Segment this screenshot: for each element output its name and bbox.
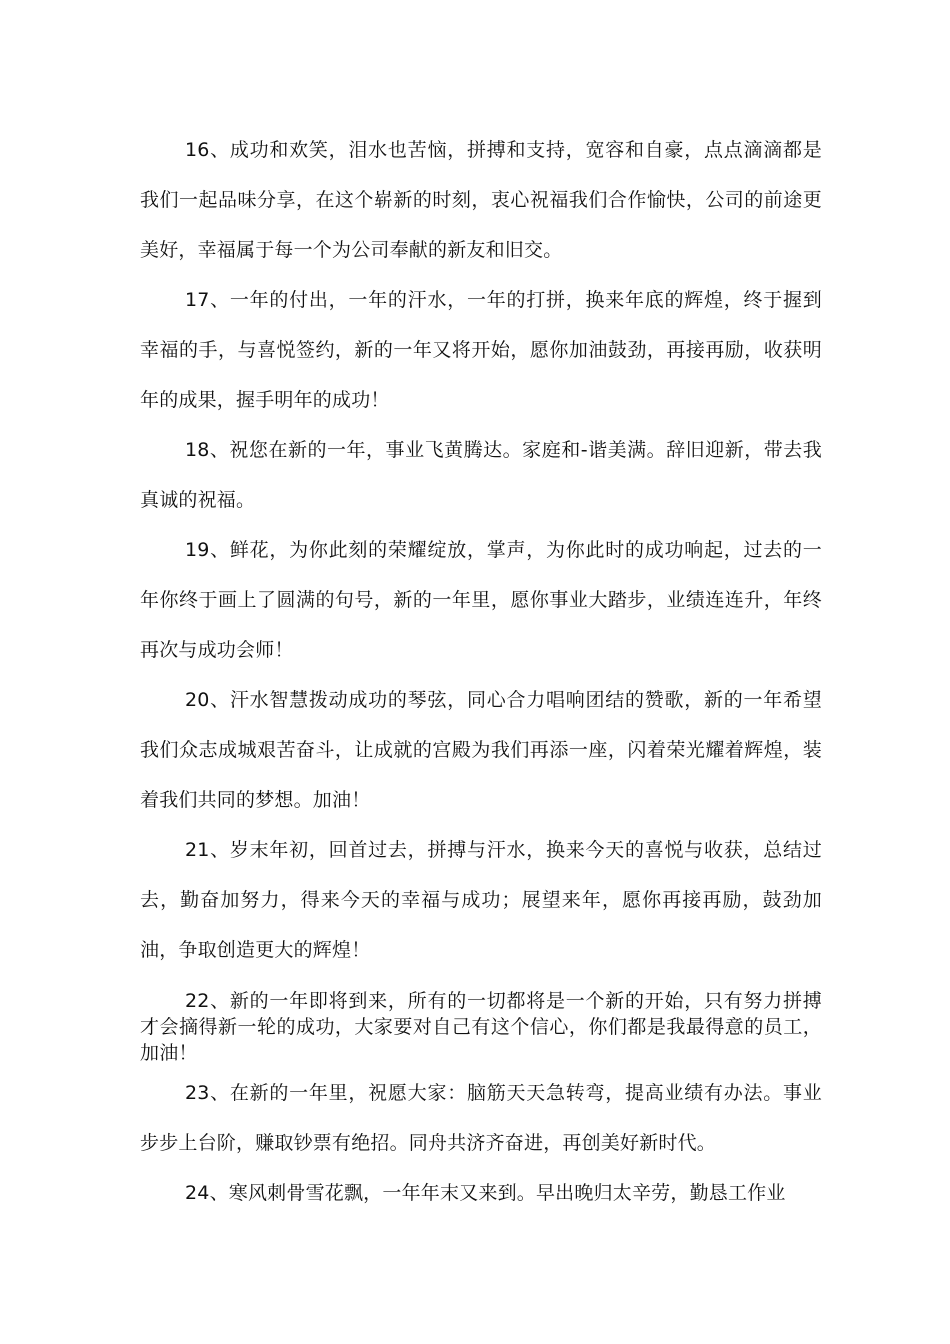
wish-paragraph-20: 20、汗水智慧拨动成功的琴弦，同心合力唱响团结的赞歌，新的一年希望我们众志成城艰苦奋斗，让成就的宫殿为我们再添一座，闪着荣光耀着辉煌，装着我们共同的梦想。加油！ (140, 689, 822, 811)
wish-paragraph-23: 23、在新的一年里，祝愿大家：脑筋天天急转弯，提高业绩有办法。事业步步上台阶，赚取钞票有绝招。同舟共济齐奋进，再创美好新时代。 (140, 1082, 822, 1154)
wish-paragraph-24: 24、寒风刺骨雪花飘，一年年末又来到。早出晚归太辛劳，勤恳工作业 (185, 1182, 786, 1204)
wish-paragraph-16: 16、成功和欢笑，泪水也苦恼，拼搏和支持，宽容和自豪，点点滴滴都是我们一起品味分享，在这个崭新的时刻，衷心祝福我们合作愉快，公司的前途更美好，幸福属于每一个为公司奉献的新友和旧交。 (140, 139, 822, 261)
wish-paragraph-17: 17、一年的付出，一年的汗水，一年的打拼，换来年底的辉煌，终于握到幸福的手，与喜悦签约，新的一年又将开始，愿你加油鼓劲，再接再励，收获明年的成果，握手明年的成功！ (140, 289, 822, 411)
wish-paragraph-21: 21、岁末年初，回首过去，拼搏与汗水，换来今天的喜悦与收获，总结过去，勤奋加努力，得来今天的幸福与成功；展望来年，愿你再接再励，鼓劲加油，争取创造更大的辉煌！ (140, 839, 822, 961)
wish-paragraph-19: 19、鲜花，为你此刻的荣耀绽放，掌声，为你此时的成功响起，过去的一年你终于画上了圆满的句号，新的一年里，愿你事业大踏步，业绩连连升，年终再次与成功会师！ (140, 539, 822, 661)
wish-paragraph-18: 18、祝您在新的一年，事业飞黄腾达。家庭和-谐美满。辞旧迎新，带去我真诚的祝福。 (140, 439, 822, 511)
wish-paragraph-22: 22、新的一年即将到来，所有的一切都将是一个新的开始，只有努力拼搏才会摘得新一轮的成功，大家要对自己有这个信心，你们都是我最得意的员工，加油！ (140, 990, 822, 1064)
